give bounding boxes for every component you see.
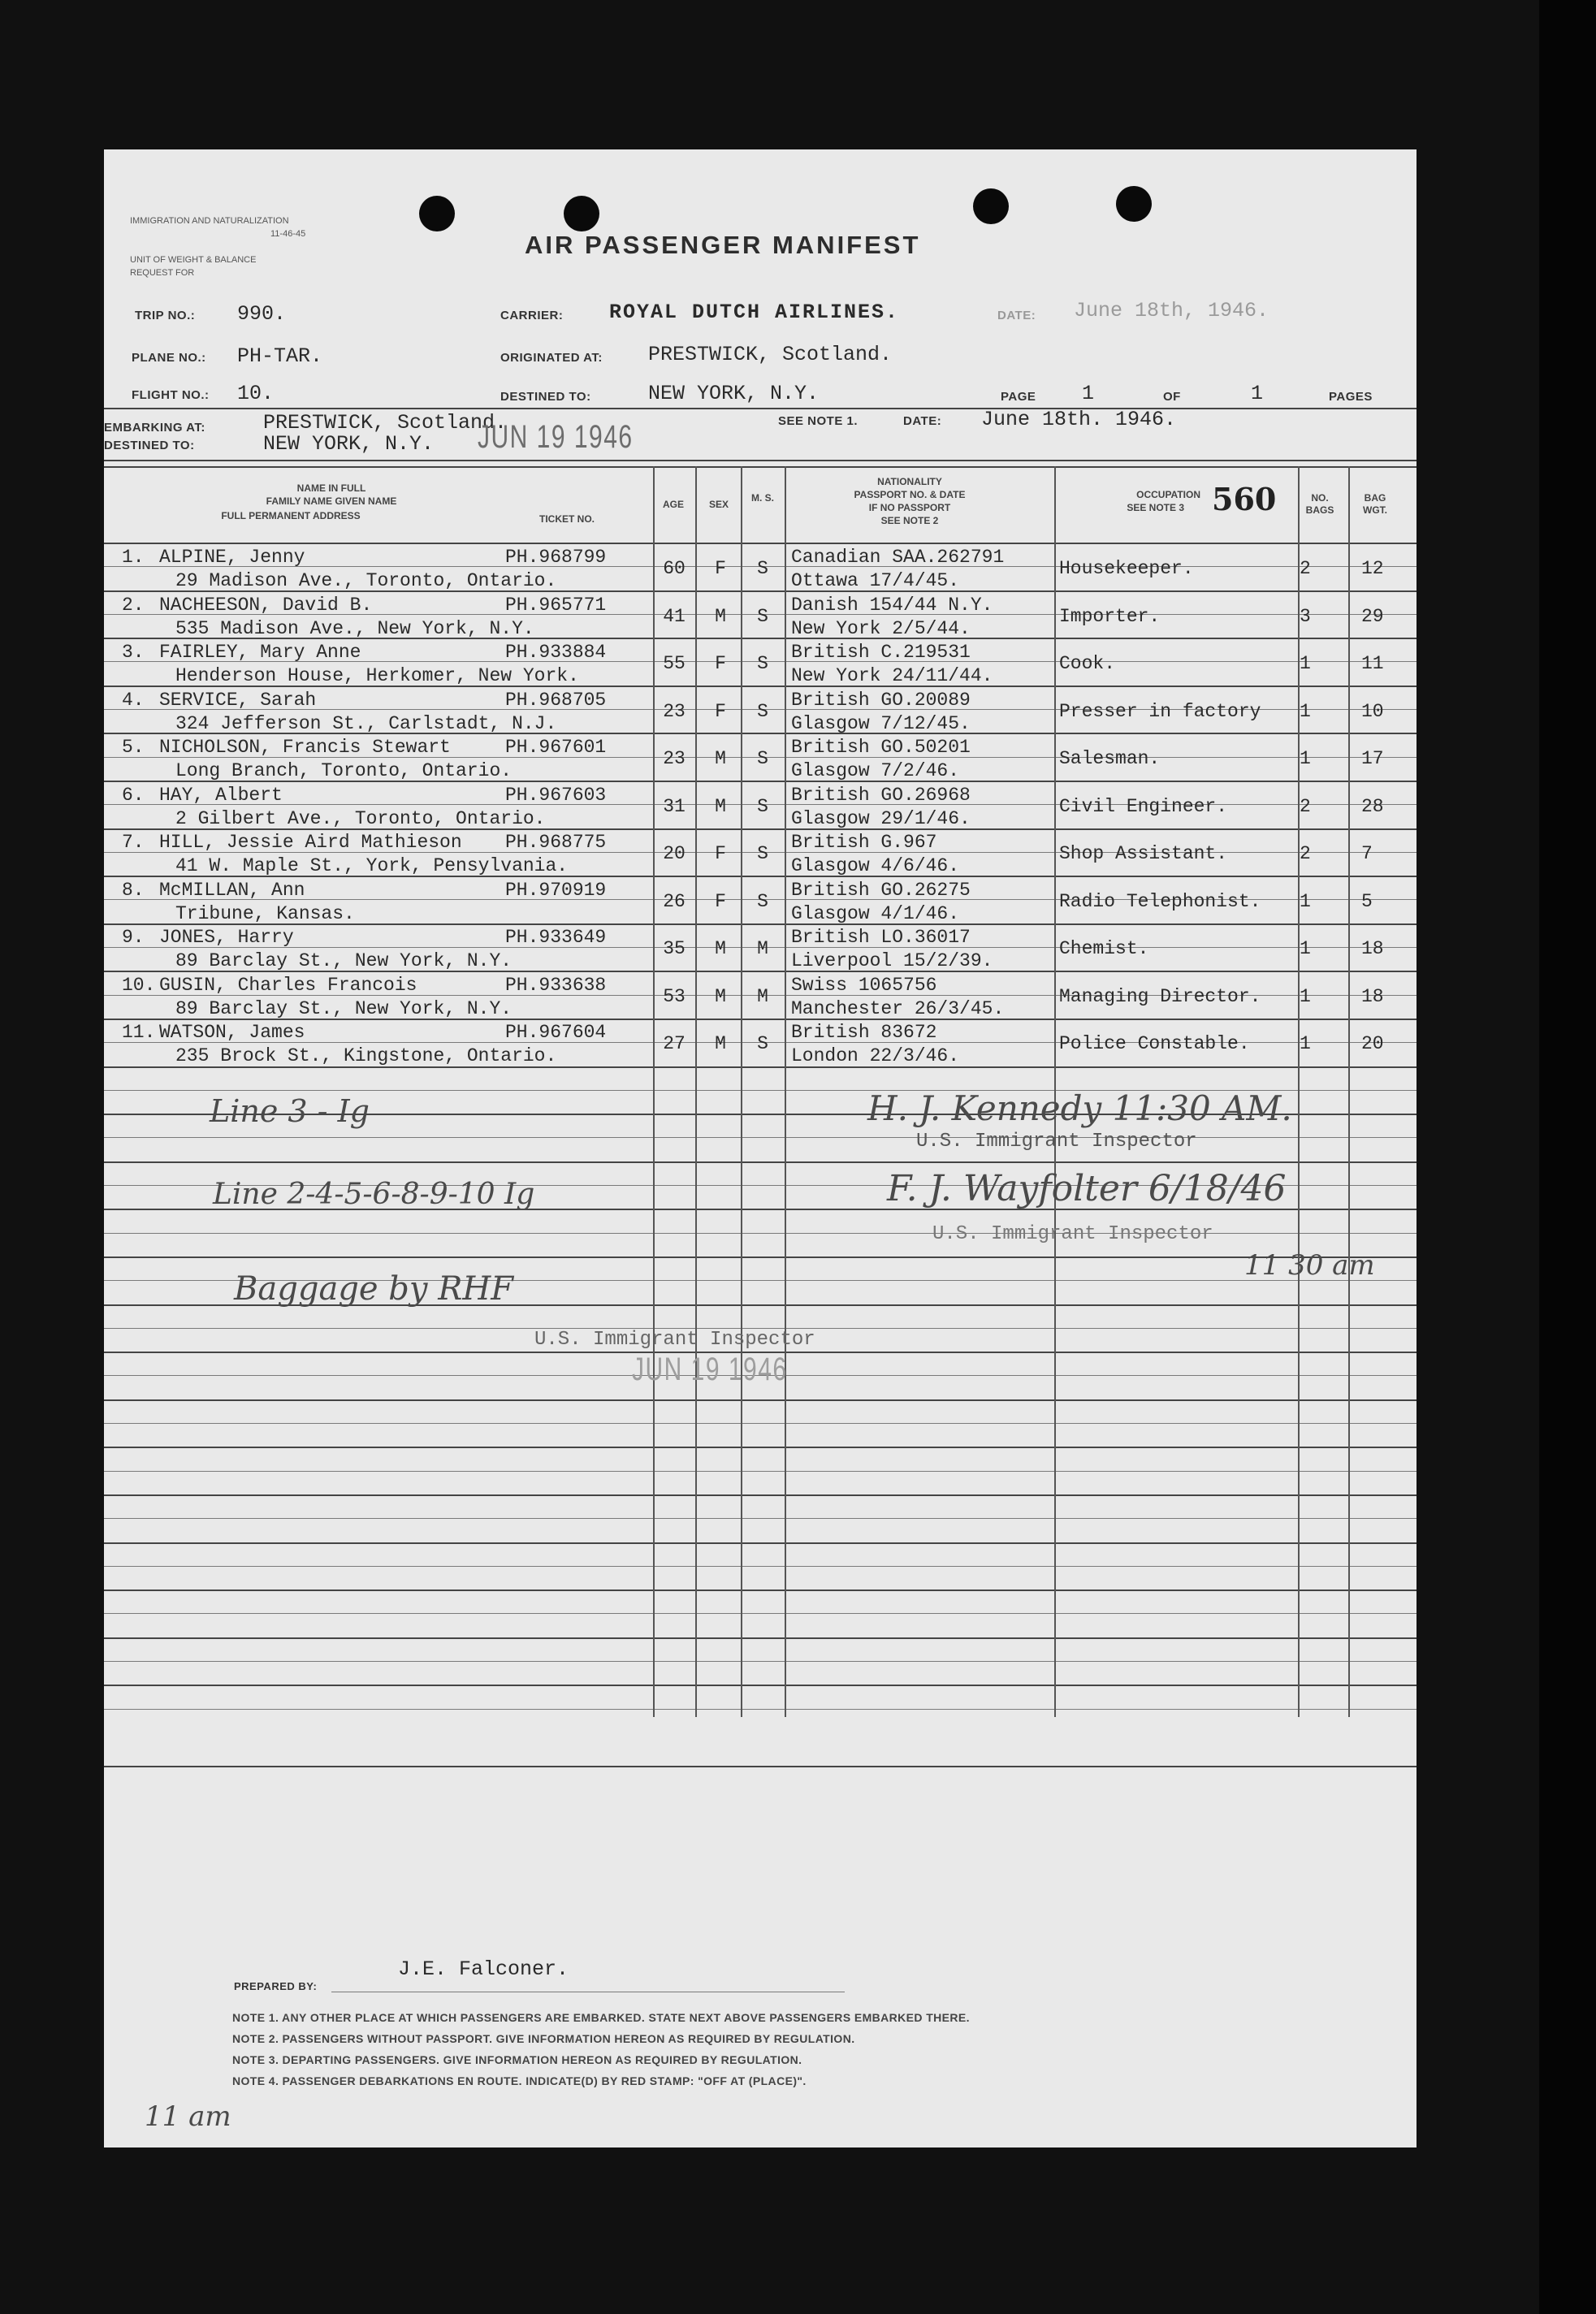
col-header-weight: BAG WGT. xyxy=(1363,492,1387,516)
passenger-occ: Radio Telephonist. xyxy=(1059,890,1261,912)
passenger-sex: M xyxy=(715,795,726,817)
passenger-occ: Civil Engineer. xyxy=(1059,795,1228,817)
passenger-num: 9. xyxy=(122,927,145,948)
table-rule xyxy=(104,1518,1417,1519)
passenger-ticket: PH.968775 xyxy=(505,832,607,853)
passenger-ms: M xyxy=(757,938,768,959)
agency-line: REQUEST FOR xyxy=(130,268,195,278)
punch-hole xyxy=(419,196,455,231)
page-label: PAGE xyxy=(1001,390,1036,404)
prepared-by-value: J.E. Falconer. xyxy=(398,1957,569,1981)
punch-hole xyxy=(973,188,1009,224)
agency-line: 11-46-45 xyxy=(270,229,306,239)
passenger-name: HILL, Jessie Aird Mathieson xyxy=(159,832,462,853)
col-header-sex: SEX xyxy=(708,499,729,510)
date-label: DATE: xyxy=(997,309,1036,322)
passenger-bags: 3 xyxy=(1300,605,1311,627)
col-header-note2: SEE NOTE 2 xyxy=(880,515,939,526)
passenger-passport: Glasgow 4/6/46. xyxy=(791,855,960,876)
passenger-bags: 1 xyxy=(1300,748,1311,769)
passenger-ms: S xyxy=(757,748,768,769)
col-header-name-sub: FAMILY NAME GIVEN NAME xyxy=(266,495,397,507)
table-rule xyxy=(104,1566,1417,1567)
passenger-passport: Glasgow 4/1/46. xyxy=(791,902,960,924)
table-rule xyxy=(104,1399,1417,1401)
footnote: NOTE 2. PASSENGERS WITHOUT PASSPORT. GIVE INFORMATION HEREON AS REQUIRED BY REGULATION. xyxy=(232,2032,855,2045)
passenger-name: NACHEESON, David B. xyxy=(159,594,373,616)
passenger-passport: New York 24/11/44. xyxy=(791,665,993,686)
passenger-bags: 1 xyxy=(1300,1033,1311,1054)
col-header-occupation: OCCUPATION xyxy=(1136,489,1200,500)
passenger-passport: Glasgow 7/12/45. xyxy=(791,712,971,734)
passenger-ticket: PH.933638 xyxy=(505,974,607,996)
passenger-wgt: 17 xyxy=(1361,748,1384,769)
handwritten-baggage-note: Baggage by RHF xyxy=(234,1270,513,1308)
passenger-bags: 1 xyxy=(1300,653,1311,674)
col-header-ticket: TICKET NO. xyxy=(539,513,595,525)
handwritten-time: 11 30 am xyxy=(1244,1249,1375,1282)
inspector-signature: H. J. Kennedy 11:30 AM. xyxy=(867,1088,1292,1128)
footnote: NOTE 4. PASSENGER DEBARKATIONS EN ROUTE. INDICATE(D) BY RED STAMP: "OFF AT (PLACE)". xyxy=(232,2074,807,2087)
passenger-nat: British GO.26275 xyxy=(791,879,971,901)
passenger-wgt: 18 xyxy=(1361,985,1384,1007)
passenger-ms: S xyxy=(757,700,768,722)
plane-no-value: PH-TAR. xyxy=(237,344,323,368)
pages-label: PAGES xyxy=(1329,390,1373,404)
col-header-ms: M. S. xyxy=(750,492,774,504)
passenger-age: 31 xyxy=(663,795,686,817)
agency-line: UNIT OF WEIGHT & BALANCE xyxy=(130,255,257,265)
passenger-nat: British GO.20089 xyxy=(791,689,971,711)
passenger-ticket: PH.967603 xyxy=(505,784,607,806)
passenger-ms: S xyxy=(757,1033,768,1054)
passenger-sex: F xyxy=(715,890,726,912)
passenger-nat: Swiss 1065756 xyxy=(791,974,937,996)
passenger-ticket: PH.933884 xyxy=(505,642,607,663)
divider xyxy=(104,466,1417,468)
passenger-occ: Police Constable. xyxy=(1059,1033,1250,1054)
passenger-address: 89 Barclay St., New York, N.Y. xyxy=(175,997,513,1019)
passenger-num: 3. xyxy=(122,642,145,663)
col-header-nationality: NATIONALITY xyxy=(877,476,942,487)
passenger-nat: British GO.50201 xyxy=(791,737,971,758)
trip-no-value: 990. xyxy=(237,302,287,326)
passenger-occ: Salesman. xyxy=(1059,748,1161,769)
passenger-bags: 1 xyxy=(1300,938,1311,959)
passenger-ticket: PH.968705 xyxy=(505,689,607,711)
table-rule xyxy=(104,1471,1417,1472)
passenger-wgt: 18 xyxy=(1361,938,1384,959)
plane-no-label: PLANE NO.: xyxy=(132,351,206,365)
passenger-name: JONES, Harry xyxy=(159,927,294,948)
passenger-ms: M xyxy=(757,985,768,1007)
passenger-age: 27 xyxy=(663,1033,686,1054)
passenger-address: 2 Gilbert Ave., Toronto, Ontario. xyxy=(175,807,546,829)
passenger-bags: 2 xyxy=(1300,558,1311,579)
passenger-sex: M xyxy=(715,985,726,1007)
divider xyxy=(104,460,1417,461)
table-rule xyxy=(104,1685,1417,1686)
passenger-name: HAY, Albert xyxy=(159,784,283,806)
passenger-sex: F xyxy=(715,653,726,674)
passenger-ms: S xyxy=(757,605,768,627)
passenger-address: 89 Barclay St., New York, N.Y. xyxy=(175,950,513,971)
passenger-wgt: 10 xyxy=(1361,700,1384,722)
passenger-passport: Glasgow 29/1/46. xyxy=(791,807,971,829)
passenger-passport: New York 2/5/44. xyxy=(791,617,971,639)
destined2-value: NEW YORK, N.Y. xyxy=(263,432,435,456)
passenger-bags: 2 xyxy=(1300,843,1311,864)
passenger-wgt: 20 xyxy=(1361,1033,1384,1054)
table-rule xyxy=(104,1256,1417,1258)
footnote: NOTE 1. ANY OTHER PLACE AT WHICH PASSENGERS ARE EMBARKED. STATE NEXT ABOVE PASSENGERS EMBARKED THERE. xyxy=(232,2011,970,2024)
passenger-address: 29 Madison Ave., Toronto, Ontario. xyxy=(175,570,557,591)
destined-label: DESTINED TO: xyxy=(500,390,591,404)
destined-value: NEW YORK, N.Y. xyxy=(648,382,820,405)
inspection-date-stamp: JUN 19 1946 xyxy=(632,1352,788,1387)
table-rule xyxy=(104,1447,1417,1448)
passenger-name: WATSON, James xyxy=(159,1022,305,1043)
manifest-sheet xyxy=(104,149,1417,2147)
table-rule xyxy=(104,1423,1417,1424)
passenger-sex: F xyxy=(715,700,726,722)
passenger-age: 35 xyxy=(663,938,686,959)
table-rule xyxy=(104,1233,1417,1234)
passenger-ticket: PH.933649 xyxy=(505,927,607,948)
passenger-passport: Ottawa 17/4/45. xyxy=(791,570,960,591)
table-rule xyxy=(104,1661,1417,1662)
passenger-name: FAIRLEY, Mary Anne xyxy=(159,642,361,663)
carrier-label: CARRIER: xyxy=(500,309,564,322)
passenger-age: 41 xyxy=(663,605,686,627)
col-header-note3: SEE NOTE 3 xyxy=(1127,502,1184,513)
passenger-age: 20 xyxy=(663,843,686,864)
passenger-sex: M xyxy=(715,605,726,627)
passenger-num: 11. xyxy=(122,1022,156,1043)
passenger-nat: British 83672 xyxy=(791,1022,937,1043)
passenger-address: Long Branch, Toronto, Ontario. xyxy=(175,760,513,781)
see-note-label: SEE NOTE 1. xyxy=(778,414,859,428)
passenger-ms: S xyxy=(757,653,768,674)
passenger-wgt: 7 xyxy=(1361,843,1373,864)
passenger-nat: British C.219531 xyxy=(791,642,971,663)
passenger-num: 4. xyxy=(122,689,145,711)
passenger-name: SERVICE, Sarah xyxy=(159,689,317,711)
divider xyxy=(104,1766,1417,1767)
passenger-sex: M xyxy=(715,748,726,769)
table-rule xyxy=(104,1494,1417,1496)
passenger-occ: Chemist. xyxy=(1059,938,1149,959)
passenger-name: GUSIN, Charles Francois xyxy=(159,974,417,996)
trip-no-label: TRIP NO.: xyxy=(135,309,196,322)
passenger-ms: S xyxy=(757,558,768,579)
occupation-stamp-number: 560 xyxy=(1212,481,1277,517)
destined2-label: DESTINED TO: xyxy=(104,439,195,452)
passenger-ticket: PH.970919 xyxy=(505,879,607,901)
passenger-bags: 1 xyxy=(1300,985,1311,1007)
column-divider xyxy=(741,466,742,1717)
punch-hole xyxy=(1116,186,1152,222)
col-header-name: NAME IN FULL xyxy=(296,482,366,494)
passenger-age: 55 xyxy=(663,653,686,674)
passenger-name: NICHOLSON, Francis Stewart xyxy=(159,737,451,758)
passenger-ms: S xyxy=(757,795,768,817)
passenger-ms: S xyxy=(757,843,768,864)
passenger-num: 8. xyxy=(122,879,145,901)
passenger-ms: S xyxy=(757,890,768,912)
col-header-age: AGE xyxy=(662,499,684,510)
passenger-name: ALPINE, Jenny xyxy=(159,547,305,568)
passenger-name: McMILLAN, Ann xyxy=(159,879,305,901)
column-divider xyxy=(695,466,697,1717)
column-divider xyxy=(785,466,786,1717)
carrier-value: ROYAL DUTCH AIRLINES. xyxy=(609,301,900,324)
passenger-address: 324 Jefferson St., Carlstadt, N.J. xyxy=(175,712,557,734)
passenger-wgt: 29 xyxy=(1361,605,1384,627)
punch-hole xyxy=(564,196,599,231)
passenger-num: 1. xyxy=(122,547,145,568)
passenger-ticket: PH.968799 xyxy=(505,547,607,568)
passenger-wgt: 12 xyxy=(1361,558,1384,579)
table-rule xyxy=(104,1590,1417,1591)
embarking-label: EMBARKING AT: xyxy=(104,421,205,435)
col-header-passport: PASSPORT NO. & DATE xyxy=(854,489,966,500)
passenger-passport: Glasgow 7/2/46. xyxy=(791,760,960,781)
passenger-num: 5. xyxy=(122,737,145,758)
passenger-age: 23 xyxy=(663,700,686,722)
passenger-sex: F xyxy=(715,843,726,864)
table-rule xyxy=(104,1542,1417,1544)
agency-line: IMMIGRATION AND NATURALIZATION xyxy=(130,216,289,226)
table-rule xyxy=(104,1613,1417,1614)
passenger-age: 53 xyxy=(663,985,686,1007)
inspector-title: U.S. Immigrant Inspector xyxy=(534,1329,815,1351)
column-divider xyxy=(653,466,655,1717)
page-value: 1 xyxy=(1082,382,1095,405)
film-frame-edge xyxy=(1539,0,1596,2314)
col-header-no-passport: IF NO PASSPORT xyxy=(868,502,951,513)
passenger-wgt: 28 xyxy=(1361,795,1384,817)
passenger-address: 41 W. Maple St., York, Pensylvania. xyxy=(175,855,569,876)
embarking-value: PRESTWICK, Scotland. xyxy=(263,411,508,435)
passenger-sex: F xyxy=(715,558,726,579)
passenger-sex: M xyxy=(715,938,726,959)
inspector-title: U.S. Immigrant Inspector xyxy=(932,1223,1213,1245)
table-rule xyxy=(104,1637,1417,1639)
passenger-occ: Shop Assistant. xyxy=(1059,843,1228,864)
passenger-sex: M xyxy=(715,1033,726,1054)
flight-no-label: FLIGHT NO.: xyxy=(132,388,210,402)
of-value: 1 xyxy=(1251,382,1264,405)
of-label: OF xyxy=(1163,390,1181,404)
column-divider xyxy=(1348,466,1350,1717)
passenger-address: 235 Brock St., Kingstone, Ontario. xyxy=(175,1045,557,1066)
page-title: AIR PASSENGER MANIFEST xyxy=(525,231,921,259)
divider xyxy=(104,408,1417,409)
passenger-occ: Housekeeper. xyxy=(1059,558,1194,579)
table-rule xyxy=(104,1161,1417,1163)
passenger-num: 2. xyxy=(122,594,145,616)
receipt-date-stamp: JUN 19 1946 xyxy=(478,419,634,455)
passenger-bags: 1 xyxy=(1300,700,1311,722)
handwritten-line-note: Line 2-4-5-6-8-9-10 Ig xyxy=(213,1178,535,1211)
passenger-wgt: 11 xyxy=(1361,653,1384,674)
date2-value: June 18th. 1946. xyxy=(981,408,1177,431)
passenger-passport: Manchester 26/3/45. xyxy=(791,997,1005,1019)
passenger-ticket: PH.967604 xyxy=(505,1022,607,1043)
handwritten-margin-note: 11 am xyxy=(145,2100,231,2133)
passenger-passport: Liverpool 15/2/39. xyxy=(791,950,993,971)
passenger-ticket: PH.967601 xyxy=(505,737,607,758)
passenger-bags: 1 xyxy=(1300,890,1311,912)
passenger-address: Henderson House, Herkomer, New York. xyxy=(175,665,579,686)
inspector-signature: F. J. Wayfolter 6/18/46 xyxy=(887,1168,1287,1209)
passenger-num: 10. xyxy=(122,974,156,996)
passenger-nat: British GO.26968 xyxy=(791,784,971,806)
col-header-address: FULL PERMANENT ADDRESS xyxy=(221,510,361,521)
passenger-address: Tribune, Kansas. xyxy=(175,902,355,924)
prepared-by-label: PREPARED BY: xyxy=(234,1980,318,1992)
passenger-ticket: PH.965771 xyxy=(505,594,607,616)
passenger-wgt: 5 xyxy=(1361,890,1373,912)
passenger-address: 535 Madison Ave., New York, N.Y. xyxy=(175,617,534,639)
date-value: June 18th, 1946. xyxy=(1074,299,1269,322)
handwritten-line-note: Line 3 - Ig xyxy=(210,1093,370,1129)
passenger-nat: British G.967 xyxy=(791,832,937,853)
passenger-occ: Managing Director. xyxy=(1059,985,1261,1007)
table-rule xyxy=(104,1137,1417,1138)
passenger-bags: 2 xyxy=(1300,795,1311,817)
passenger-nat: Danish 154/44 N.Y. xyxy=(791,594,993,616)
passenger-passport: London 22/3/46. xyxy=(791,1045,960,1066)
originated-label: ORIGINATED AT: xyxy=(500,351,603,365)
col-header-bags: NO. BAGS xyxy=(1305,492,1334,516)
passenger-num: 7. xyxy=(122,832,145,853)
table-rule xyxy=(104,543,1417,544)
passenger-nat: Canadian SAA.262791 xyxy=(791,547,1005,568)
passenger-occ: Importer. xyxy=(1059,605,1161,627)
passenger-num: 6. xyxy=(122,784,145,806)
passenger-age: 26 xyxy=(663,890,686,912)
footnote: NOTE 3. DEPARTING PASSENGERS. GIVE INFORMATION HEREON AS REQUIRED BY REGULATION. xyxy=(232,2053,802,2066)
originated-value: PRESTWICK, Scotland. xyxy=(648,343,893,366)
passenger-nat: British LO.36017 xyxy=(791,927,971,948)
passenger-age: 23 xyxy=(663,748,686,769)
passenger-occ: Presser in factory xyxy=(1059,700,1261,722)
passenger-occ: Cook. xyxy=(1059,653,1116,674)
inspector-title: U.S. Immigrant Inspector xyxy=(916,1131,1197,1153)
flight-no-value: 10. xyxy=(237,382,275,405)
passenger-age: 60 xyxy=(663,558,686,579)
table-rule xyxy=(104,1709,1417,1710)
date2-label: DATE: xyxy=(903,414,942,428)
